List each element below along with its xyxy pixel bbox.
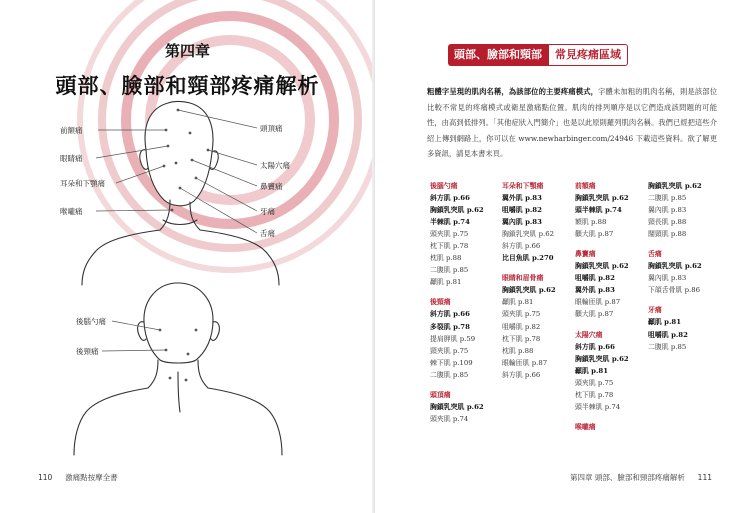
pain-area-heading: 舌痛 xyxy=(648,250,662,259)
muscle-entry: 翼內肌 p.83 xyxy=(502,218,542,227)
section-banner xyxy=(448,44,628,66)
label-temple: 太陽穴痛 xyxy=(260,161,290,170)
muscle-entry: 咀嚼肌 p.82 xyxy=(502,322,541,331)
muscle-entry: 半棘肌 p.74 xyxy=(430,218,470,227)
muscle-entry: 胸鎖乳突肌 p.62 xyxy=(502,230,555,239)
label-tongue: 舌痛 xyxy=(260,229,275,238)
muscle-entry: 顳肌 p.81 xyxy=(575,366,608,375)
muscle-entry: 胸鎖乳突肌 p.62 xyxy=(575,354,629,363)
muscle-entry: 顴大肌 p.87 xyxy=(575,310,614,319)
pain-area-heading: 喉嚨痛 xyxy=(575,422,596,431)
footer-right xyxy=(570,472,712,483)
label-frontal: 前額痛 xyxy=(60,126,83,135)
pain-area-heading: 耳朵和下顎痛 xyxy=(502,182,544,190)
pain-area-heading: 後頸痛 xyxy=(430,298,451,307)
muscle-entry: 二腹肌 p.85 xyxy=(430,266,469,275)
page-number-right: 111 xyxy=(697,473,712,482)
label-neck: 後頸痛 xyxy=(76,347,99,356)
muscle-entry: 眼輪匝肌 p.87 xyxy=(502,358,548,367)
pain-area-heading: 太陽穴痛 xyxy=(575,330,603,339)
muscle-entry: 斜方肌 p.66 xyxy=(502,370,541,379)
pain-area-heading: 頭頂痛 xyxy=(430,390,451,399)
muscle-entry: 枕下肌 p.78 xyxy=(575,390,614,399)
muscle-entry: 頭半棘肌 p.74 xyxy=(575,402,621,411)
muscle-entry: 頭半棘肌 p.74 xyxy=(575,206,622,215)
muscle-entry: 胸鎖乳突肌 p.62 xyxy=(430,206,484,215)
muscle-entry: 咀嚼肌 p.82 xyxy=(575,274,615,283)
muscle-entry: 枕下肌 p.78 xyxy=(502,334,541,343)
right-page xyxy=(375,0,750,513)
muscle-entry: 斜方肌 p.66 xyxy=(430,310,470,319)
muscle-entry: 翼外肌 p.83 xyxy=(575,286,615,295)
label-occipital: 後腦勺痛 xyxy=(76,317,106,326)
muscle-entry: 枕下肌 p.78 xyxy=(430,242,469,251)
intro-rest: 字體未加粗的肌肉名稱，則是該部位比較不常見的疼痛模式或衛星激痛點位置。肌肉的排列順序是以它們造成該問題的可能性，由高到低排列。「其他症狀入門簡介」也是以此原則羅列肌肉名稱。我們已經把這些介紹上傳到網路上，你可以在 www.newharbinger.com/24946 下載這些資料。欲了解更多資訊，請見本書末頁。 xyxy=(427,87,717,158)
muscle-entry: 胸鎖乳突肌 p.62 xyxy=(648,182,702,190)
muscle-entry: 提肩胛肌 p.59 xyxy=(430,334,476,343)
muscle-entry: 顳肌 p.81 xyxy=(648,318,681,327)
muscle-entry: 頭夾肌 p.74 xyxy=(430,414,469,423)
muscle-entry: 頭夾肌 p.75 xyxy=(430,230,469,239)
section-gap xyxy=(575,240,647,248)
muscle-entry: 斜方肌 p.66 xyxy=(430,194,470,203)
muscle-entry: 頸夾肌 p.75 xyxy=(430,346,469,355)
intro-paragraph xyxy=(427,84,717,162)
muscle-entry: 比目魚肌 p.270 xyxy=(502,254,554,263)
section-gap xyxy=(575,413,647,421)
muscle-entry: 頸長肌 p.88 xyxy=(648,218,687,227)
muscle-entry: 咀嚼肌 p.82 xyxy=(502,206,542,215)
muscle-entry: 胸鎖乳突肌 p.62 xyxy=(648,262,702,271)
muscle-entry: 頭夾肌 p.75 xyxy=(502,310,541,319)
muscle-entry: 翼外肌 p.83 xyxy=(502,194,542,203)
muscle-column-4 xyxy=(648,180,720,353)
page-number-left: 110 xyxy=(38,473,53,482)
muscle-entry: 顴大肌 p.87 xyxy=(575,230,614,239)
intro-bold: 粗體字呈現的肌肉名稱，為該部位的主要疼痛模式， xyxy=(427,87,599,96)
muscle-entry: 二腹肌 p.85 xyxy=(648,194,687,203)
section-gap xyxy=(430,288,502,296)
book-title: 激痛點按摩全書 xyxy=(65,473,118,482)
pain-area-heading: 牙痛 xyxy=(648,306,662,315)
label-throat: 喉嚨痛 xyxy=(60,207,83,216)
banner-secondary: 常見疼痛區域 xyxy=(548,44,628,66)
muscle-entry: 斜方肌 p.66 xyxy=(502,242,541,251)
muscle-entry: 棘下肌 p.109 xyxy=(430,358,473,367)
muscle-entry: 闊頸肌 p.88 xyxy=(648,230,687,239)
muscle-entry: 斜方肌 p.66 xyxy=(575,342,615,351)
muscle-entry: 眼輪匝肌 p.87 xyxy=(575,298,621,307)
page-title: 頭部、臉部和頸部疼痛解析 xyxy=(55,74,320,98)
section-gap xyxy=(502,264,574,272)
chapter-footer-title: 第四章 頭部、臉部和頸部疼痛解析 xyxy=(570,473,685,482)
pain-area-heading: 後腦勺痛 xyxy=(430,182,458,190)
muscle-entry: 頭夾肌 p.75 xyxy=(575,378,614,387)
pain-area-heading: 前額痛 xyxy=(575,182,596,190)
label-eye: 眼睛痛 xyxy=(60,154,83,163)
label-vertex: 頭頂痛 xyxy=(260,124,283,133)
muscle-column-1 xyxy=(430,180,502,425)
muscle-entry: 胸鎖乳突肌 p.62 xyxy=(502,286,556,295)
muscle-entry: 二腹肌 p.85 xyxy=(648,342,687,351)
muscle-entry: 胸鎖乳突肌 p.62 xyxy=(575,194,629,203)
section-gap xyxy=(575,321,647,329)
section-gap xyxy=(430,381,502,389)
muscle-entry: 胸鎖乳突肌 p.62 xyxy=(575,262,629,271)
label-sinus: 鼻竇痛 xyxy=(260,182,283,191)
muscle-entry: 顳肌 p.81 xyxy=(502,298,534,307)
muscle-column-3 xyxy=(575,180,647,433)
muscle-entry: 多裂肌 p.78 xyxy=(430,322,470,331)
muscle-entry: 顳肌 p.81 xyxy=(430,278,462,287)
muscle-entry: 翼內肌 p.83 xyxy=(648,274,687,283)
muscle-entry: 枕肌 p.88 xyxy=(502,346,534,355)
muscle-entry: 下頜舌骨肌 p.86 xyxy=(648,286,701,295)
muscle-entry: 翼內肌 p.83 xyxy=(648,206,687,215)
chapter-label: 第四章 xyxy=(164,42,210,60)
muscle-entry: 胸鎖乳突肌 p.62 xyxy=(430,402,484,411)
section-gap xyxy=(648,296,720,304)
label-ear-jaw: 耳朵和下顎痛 xyxy=(60,179,105,188)
label-tooth: 牙痛 xyxy=(260,207,275,216)
muscle-column-2 xyxy=(502,180,574,381)
muscle-entry: 咀嚼肌 p.82 xyxy=(648,330,688,339)
pain-area-heading: 鼻竇痛 xyxy=(575,250,596,259)
pain-area-heading: 眼睛和眉骨痛 xyxy=(502,274,544,283)
banner-primary: 頭部、臉部和頸部 xyxy=(448,44,548,66)
muscle-entry: 額肌 p.88 xyxy=(575,218,607,227)
muscle-entry: 二腹肌 p.85 xyxy=(430,370,469,379)
section-gap xyxy=(648,240,720,248)
footer-left xyxy=(38,472,118,483)
muscle-entry: 枕肌 p.88 xyxy=(430,254,462,263)
